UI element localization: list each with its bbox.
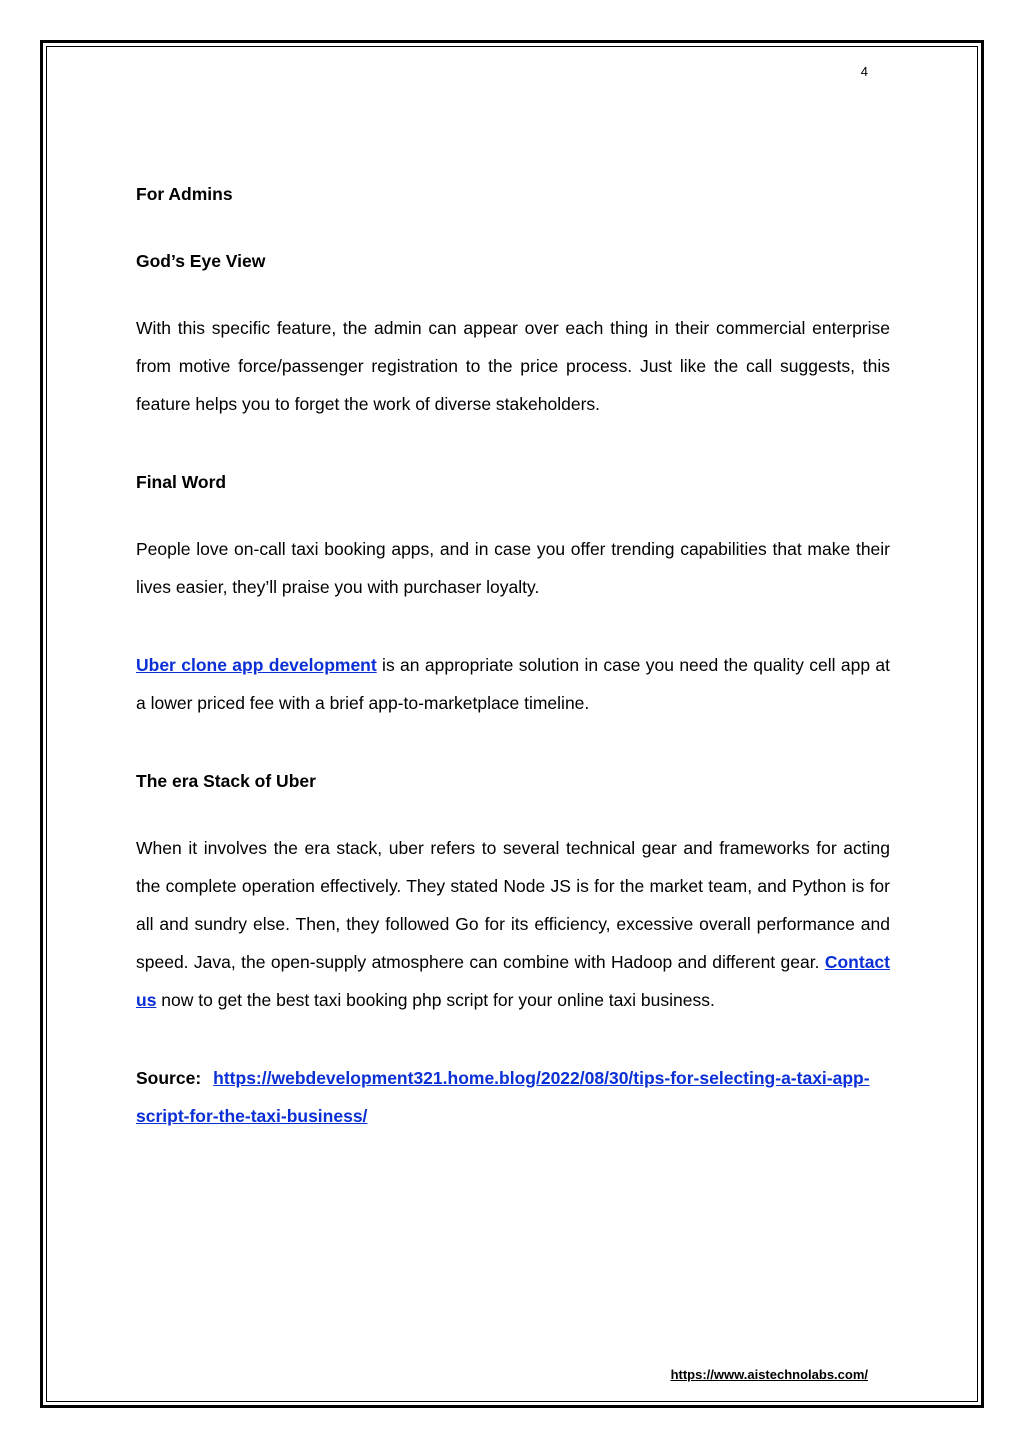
source-url-link[interactable]: https://webdevelopment321.home.blog/2022/08/30/tips-for-selecting-a-taxi-app-script-for-the-taxi-business/	[136, 1068, 870, 1126]
heading-final-word: Final Word	[136, 472, 227, 492]
paragraph-era-stack	[136, 829, 890, 1019]
paragraph-gods-eye-view: With this specific feature, the admin can appear over each thing in their commercial enterprise from motive force/passenger registration to the price process. Just like the call suggests, this feature helps you to forget the work of diverse stakeholders.	[136, 318, 890, 414]
document-body	[136, 175, 890, 1135]
paragraph-final-word: People love on-call taxi booking apps, and in case you offer trending capabilities that make their lives easier, they’ll praise you with purchaser loyalty.	[136, 539, 890, 597]
page-number: 4	[860, 64, 868, 79]
uber-clone-link[interactable]: Uber clone app development	[136, 655, 377, 675]
footer-website-link[interactable]: https://www.aistechnolabs.com/	[670, 1367, 868, 1382]
era-stack-text-end: now to get the best taxi booking php script for your online taxi business.	[156, 990, 715, 1010]
source-line	[136, 1059, 890, 1135]
heading-gods-eye-view: God’s Eye View	[136, 251, 266, 271]
heading-for-admins: For Admins	[136, 184, 233, 204]
contact-us-link[interactable]: Contact us	[136, 952, 890, 1010]
source-label: Source:	[136, 1068, 202, 1088]
heading-era-stack: The era Stack of Uber	[136, 771, 316, 791]
uber-clone-text: is an appropriate solution in case you need the quality cell app at a lower priced fee with a brief app-to-marketplace timeline.	[136, 655, 890, 713]
era-stack-text: When it involves the era stack, uber refers to several technical gear and frameworks for acting the complete operation effectively. They stated Node JS is for the market team, and Python is for all and sundry else. Then, they followed Go for its efficiency, excessive overall performance and speed. Java, the open-supply atmosphere can combine with Hadoop and different gear.	[136, 838, 890, 972]
paragraph-uber-clone	[136, 646, 890, 722]
